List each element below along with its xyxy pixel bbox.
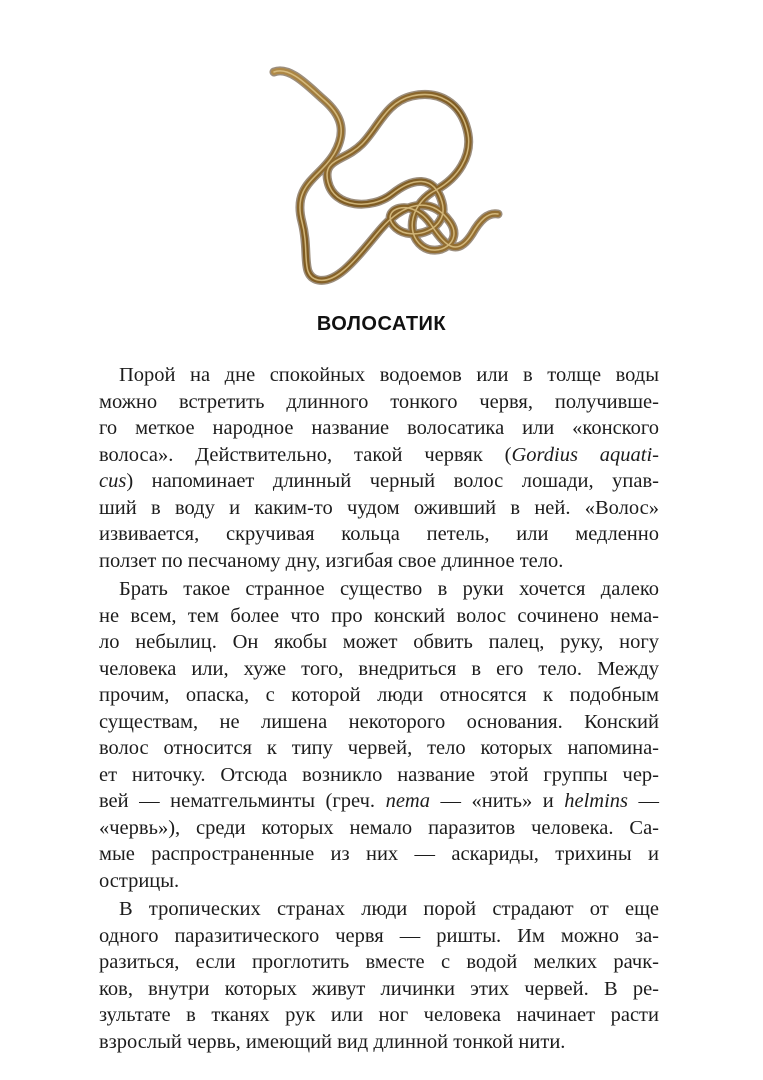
text-segment: ползет по песчаному дну, изгибая свое длинное тело. <box>99 549 564 572</box>
text-line <box>99 762 659 789</box>
text-line <box>99 442 659 469</box>
text-segment: Брать такое странное существо в руки хочется далеко <box>119 578 659 600</box>
text-line <box>99 841 659 868</box>
text-line <box>99 735 659 762</box>
article-body <box>99 362 659 1057</box>
text-segment: взрослый червь, имеющий вид длинной тонкой нити. <box>99 1030 566 1053</box>
text-line <box>99 682 659 709</box>
text-segment: извивается, скручивая кольца петель, или медленно <box>99 523 659 545</box>
text-segment: зультате в тканях рук или ног человека начинает расти <box>99 1004 659 1026</box>
paragraph <box>99 576 659 894</box>
paragraph <box>99 896 659 1055</box>
paragraph <box>99 362 659 574</box>
text-segment: ков, внутри которых живут личинки этих червей. В ре- <box>99 977 659 1000</box>
text-line <box>99 495 659 522</box>
text-line <box>99 656 659 683</box>
text-segment: ло небылиц. Он якобы может обвить палец, руку, ногу <box>99 631 659 653</box>
text-segment: — <box>628 790 660 812</box>
text-segment: мые распространенные из них — аскариды, трихины и <box>99 843 659 865</box>
text-line <box>99 629 659 656</box>
text-line <box>99 868 659 895</box>
text-line <box>99 976 659 1003</box>
text-line <box>99 603 659 630</box>
page-title: ВОЛОСАТИК <box>316 313 447 335</box>
text-line <box>99 521 659 548</box>
italic-term: Gordius aquati- <box>511 443 660 466</box>
text-segment: — «нить» и <box>429 790 565 812</box>
italic-term: helmins <box>564 790 628 812</box>
horsehair-worm-illustration <box>262 62 512 298</box>
text-line <box>99 468 659 495</box>
text-segment: ший в воду и каким-то чудом оживший в ней. «Волос» <box>99 496 659 519</box>
text-line <box>99 415 659 442</box>
text-segment: вей — нематгельминты (греч. <box>99 790 386 812</box>
worm-icon <box>262 62 512 298</box>
text-line <box>99 709 659 736</box>
text-line <box>99 1002 659 1029</box>
text-line <box>99 815 659 842</box>
text-line <box>99 362 659 389</box>
text-line <box>99 389 659 416</box>
text-line <box>99 923 659 950</box>
text-segment: разиться, если проглотить вместе с водой мелких рачк- <box>99 951 659 973</box>
text-segment: прочим, опаска, с которой люди относятся к подобным <box>99 684 659 706</box>
text-line <box>99 788 659 815</box>
text-segment: «червь»), среди которых немало паразитов человека. Са- <box>99 816 659 839</box>
text-segment: существам, не лишена некоторого основания. Конский <box>99 710 659 733</box>
text-line <box>99 548 659 575</box>
text-segment: не всем, тем более что про конский волос сочинено нема- <box>99 604 659 627</box>
text-line <box>99 576 659 603</box>
text-line <box>99 949 659 976</box>
text-segment: ) напоминает длинный черный волос лошади, упав- <box>126 470 659 492</box>
text-segment: го меткое народное название волосатика или «конского <box>99 417 659 439</box>
text-segment: можно встретить длинного тонкого червя, получивше- <box>99 390 659 413</box>
text-segment: Порой на дне спокойных водоемов или в толще воды <box>119 364 659 386</box>
italic-term: cus <box>99 470 127 492</box>
text-segment: острицы. <box>99 869 180 892</box>
italic-term: nema <box>385 790 430 812</box>
text-segment: волоса». Действительно, такой червяк ( <box>99 443 512 466</box>
text-segment: ет ниточку. Отсюда возникло название этой группы чер- <box>99 763 659 786</box>
text-line <box>99 1029 659 1056</box>
text-segment: В тропических странах люди порой страдают от еще <box>119 898 659 920</box>
text-segment: волос относится к типу червей, тело которых напомина- <box>99 737 659 759</box>
text-segment: одного паразитического червя — ришты. Им можно за- <box>99 924 659 947</box>
text-line <box>99 896 659 923</box>
text-segment: человека или, хуже того, внедриться в его тело. Между <box>99 657 659 680</box>
